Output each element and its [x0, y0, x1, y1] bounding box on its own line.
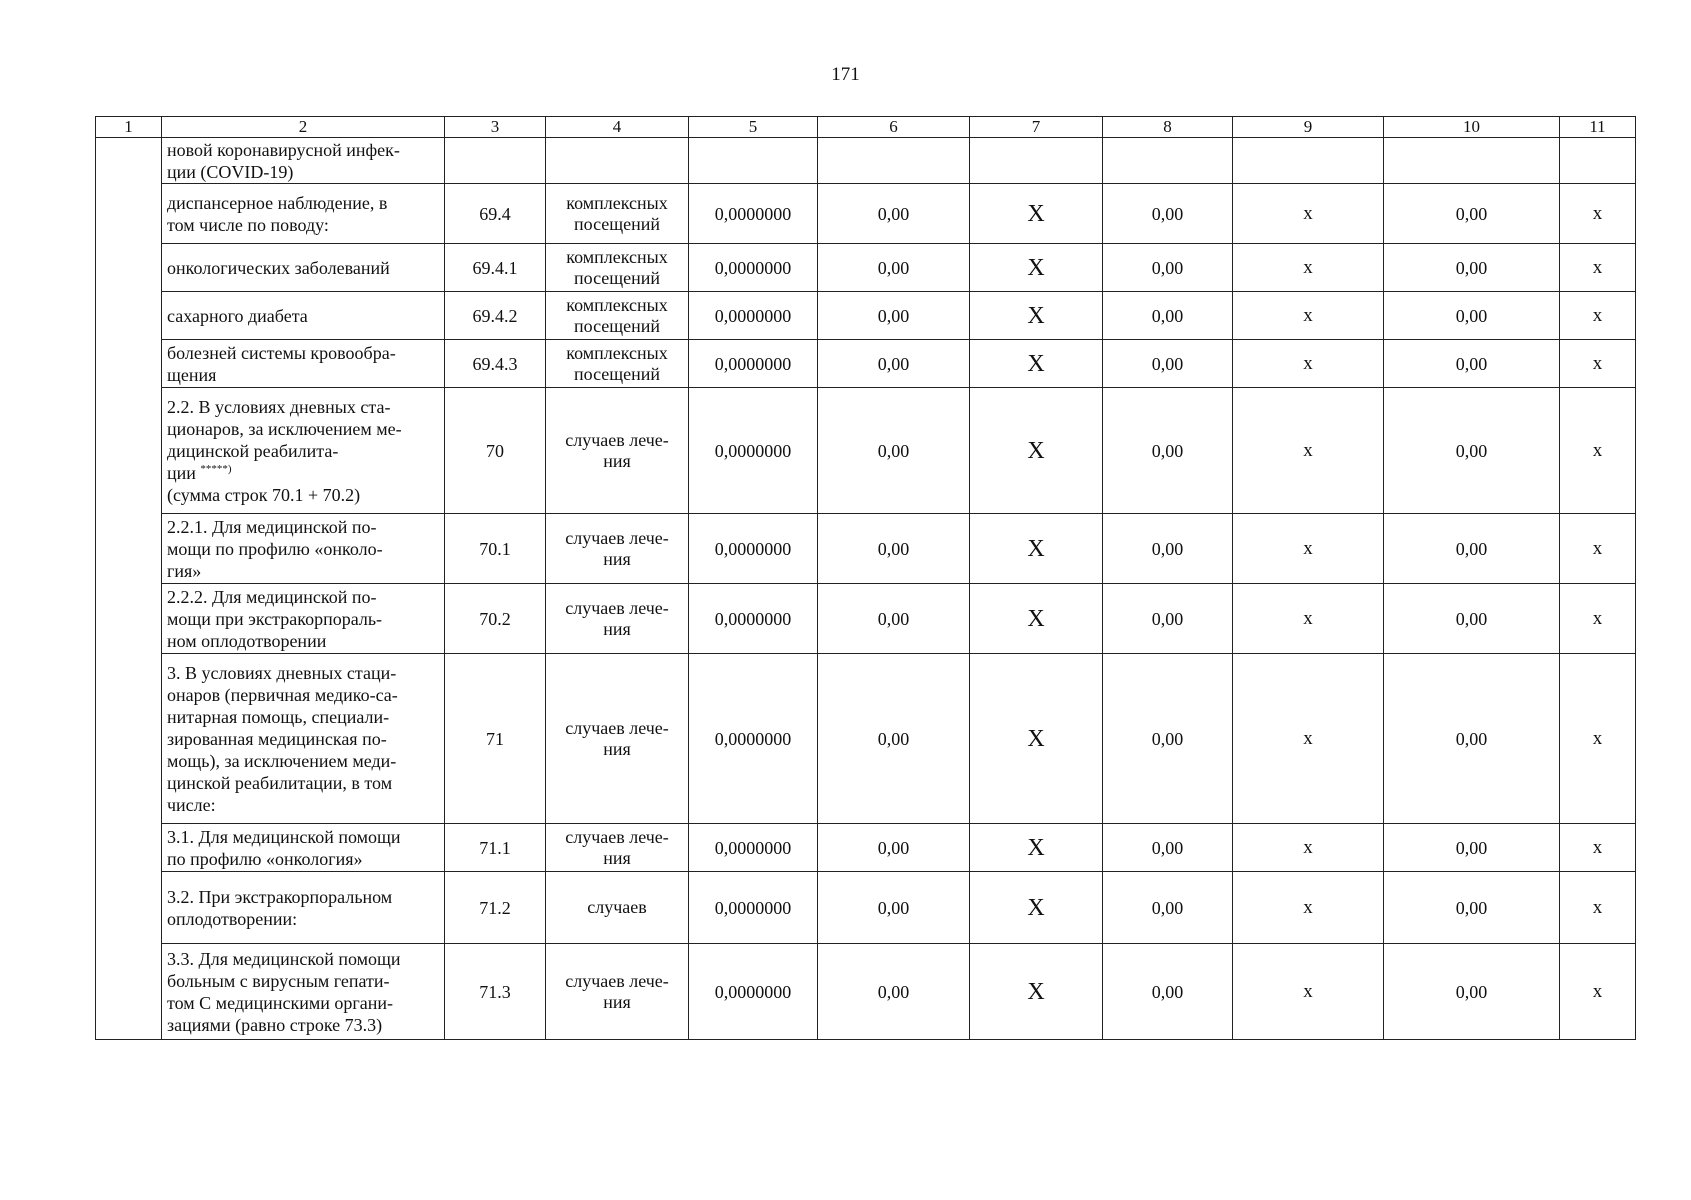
- value-cell: 0,00: [1103, 584, 1233, 654]
- unit-line: ния: [603, 991, 631, 1012]
- x-mark-cell: x: [1560, 292, 1636, 340]
- column-header: 6: [818, 117, 970, 138]
- value-cell: 0,00: [1384, 340, 1560, 388]
- x-mark-cell: x: [1233, 872, 1384, 944]
- unit-line: случаев лече-: [565, 826, 669, 847]
- unit-line: посещений: [573, 213, 661, 234]
- indicator-name-line: 2.2.2. Для медицинской по-: [167, 586, 377, 607]
- column-header-row: [96, 117, 1636, 138]
- unit-line: комплексных: [566, 342, 668, 363]
- x-mark-cell: x: [1560, 872, 1636, 944]
- value-cell: 0,0000000: [689, 388, 818, 514]
- indicator-name-line: мощи при экстракорпораль-: [167, 608, 383, 629]
- indicator-name-cell: [162, 292, 445, 340]
- value-cell: 0,00: [1384, 292, 1560, 340]
- table-row: [96, 872, 1636, 944]
- indicator-name-cell: [162, 824, 445, 872]
- indicator-name-line: 3.1. Для медицинской помощи: [167, 826, 401, 847]
- x-mark-cell: x: [1233, 184, 1384, 244]
- value-cell: 0,00: [1384, 244, 1560, 292]
- table-row: [96, 340, 1636, 388]
- row-code-cell: 69.4.3: [445, 340, 546, 388]
- indicator-name-line: мощи по профилю «онколо-: [167, 538, 383, 559]
- unit-line: случаев лече-: [565, 970, 669, 991]
- indicator-name-line: болезней системы кровообра-: [167, 342, 396, 363]
- unit-line: комплексных: [566, 192, 668, 213]
- value-cell: 0,00: [1103, 292, 1233, 340]
- value-cell: 0,00: [818, 340, 970, 388]
- table-row: [96, 584, 1636, 654]
- indicator-name-cell: [162, 184, 445, 244]
- value-cell: 0,0000000: [689, 514, 818, 584]
- row-code-cell: 70.2: [445, 584, 546, 654]
- value-cell: [1384, 138, 1560, 184]
- column-header: 7: [970, 117, 1103, 138]
- table-row: [96, 244, 1636, 292]
- indicator-name-cell: [162, 584, 445, 654]
- unit-line: посещений: [573, 267, 661, 288]
- indicator-name-cell: [162, 388, 445, 514]
- column-header: 4: [546, 117, 689, 138]
- x-mark-cell: X: [970, 514, 1103, 584]
- unit-line: комплексных: [566, 246, 668, 267]
- x-mark-cell: X: [970, 654, 1103, 824]
- value-cell: 0,00: [1384, 654, 1560, 824]
- x-mark-cell: [1233, 138, 1384, 184]
- indicator-name-line: онаров (первичная медико-са-: [167, 684, 398, 705]
- indicator-name-line: по профилю «онкология»: [167, 848, 363, 869]
- column-header: 5: [689, 117, 818, 138]
- x-mark-cell: x: [1560, 944, 1636, 1040]
- value-cell: 0,00: [1103, 944, 1233, 1040]
- unit-cell: [546, 584, 689, 654]
- indicator-name-line: том С медицинскими органи-: [167, 992, 394, 1013]
- unit-line: посещений: [573, 315, 661, 336]
- column-header: 11: [1560, 117, 1636, 138]
- indicator-name-line: онкологических заболеваний: [167, 257, 390, 278]
- indicator-name-cell: [162, 872, 445, 944]
- value-cell: 0,00: [818, 584, 970, 654]
- indicator-name-line: гия»: [167, 560, 202, 581]
- table-row: [96, 184, 1636, 244]
- value-cell: 0,0000000: [689, 944, 818, 1040]
- column-header: 3: [445, 117, 546, 138]
- row-code-cell: 71.3: [445, 944, 546, 1040]
- x-mark-cell: x: [1560, 184, 1636, 244]
- unit-line: случаев лече-: [565, 429, 669, 450]
- x-mark-cell: x: [1233, 292, 1384, 340]
- value-cell: 0,0000000: [689, 244, 818, 292]
- value-cell: 0,00: [1103, 340, 1233, 388]
- x-mark-cell: x: [1233, 654, 1384, 824]
- row-code-cell: 71.1: [445, 824, 546, 872]
- unit-cell: [546, 654, 689, 824]
- unit-line: посещений: [573, 363, 661, 384]
- column-header: 1: [96, 117, 162, 138]
- row-code-cell: 69.4.2: [445, 292, 546, 340]
- value-cell: 0,0000000: [689, 184, 818, 244]
- x-mark-cell: X: [970, 824, 1103, 872]
- indicator-name-line: ционаров, за исключением ме-: [167, 418, 402, 439]
- indicator-name-tail: (сумма строк 70.1 + 70.2): [167, 484, 361, 505]
- value-cell: [1103, 138, 1233, 184]
- x-mark-cell: x: [1233, 244, 1384, 292]
- value-cell: 0,0000000: [689, 824, 818, 872]
- unit-cell: [546, 824, 689, 872]
- value-cell: 0,00: [1103, 654, 1233, 824]
- x-mark-cell: x: [1560, 244, 1636, 292]
- page-number: 171: [831, 64, 860, 85]
- row-group-cell: [96, 138, 162, 1040]
- x-mark-cell: x: [1233, 824, 1384, 872]
- indicator-name-line: 3.3. Для медицинской помощи: [167, 948, 401, 969]
- unit-cell: [546, 138, 689, 184]
- indicator-name-line: сахарного диабета: [167, 305, 308, 326]
- value-cell: 0,00: [1384, 184, 1560, 244]
- unit-line: ния: [603, 450, 631, 471]
- indicator-name-line: нитарная помощь, специали-: [167, 706, 390, 727]
- x-mark-cell: x: [1233, 388, 1384, 514]
- unit-cell: [546, 340, 689, 388]
- table-row: [96, 514, 1636, 584]
- x-mark-cell: x: [1560, 824, 1636, 872]
- value-cell: [689, 138, 818, 184]
- indicator-name-cell: [162, 244, 445, 292]
- unit-cell: [546, 184, 689, 244]
- value-cell: 0,0000000: [689, 654, 818, 824]
- indicator-name-cell: [162, 944, 445, 1040]
- unit-line: случаев лече-: [565, 597, 669, 618]
- unit-cell: [546, 292, 689, 340]
- indicator-name-line: 3.2. При экстракорпоральном: [167, 886, 393, 907]
- column-header: 8: [1103, 117, 1233, 138]
- indicator-name-line: ции: [167, 462, 196, 483]
- x-mark-cell: X: [970, 388, 1103, 514]
- row-code-cell: 69.4.1: [445, 244, 546, 292]
- indicator-name-line: щения: [167, 364, 217, 385]
- indicator-name-line: 2.2. В условиях дневных ста-: [167, 396, 391, 417]
- value-cell: 0,00: [1384, 514, 1560, 584]
- value-cell: 0,00: [1103, 514, 1233, 584]
- row-code-cell: 71.2: [445, 872, 546, 944]
- value-cell: 0,00: [818, 824, 970, 872]
- unit-line: ния: [603, 847, 631, 868]
- indicator-name-cell: [162, 514, 445, 584]
- unit-line: комплексных: [566, 294, 668, 315]
- x-mark-cell: x: [1560, 514, 1636, 584]
- indicator-name-line: ном оплодотворении: [167, 630, 327, 651]
- indicator-name-line: зациями (равно строке 73.3): [167, 1014, 383, 1035]
- value-cell: 0,00: [818, 872, 970, 944]
- x-mark-cell: X: [970, 584, 1103, 654]
- row-code-cell: 70.1: [445, 514, 546, 584]
- indicator-name-line: том числе по поводу:: [167, 214, 329, 235]
- x-mark-cell: X: [970, 944, 1103, 1040]
- footnote-mark: *****): [200, 462, 232, 475]
- value-cell: 0,00: [1384, 944, 1560, 1040]
- value-cell: 0,00: [1384, 388, 1560, 514]
- x-mark-cell: X: [970, 292, 1103, 340]
- x-mark-cell: x: [1560, 340, 1636, 388]
- table-row: [96, 944, 1636, 1040]
- unit-cell: [546, 514, 689, 584]
- table-row: [96, 824, 1636, 872]
- indicator-name-cell: [162, 138, 445, 184]
- unit-line: случаев: [587, 897, 647, 917]
- unit-cell: [546, 388, 689, 514]
- x-mark-cell: [970, 138, 1103, 184]
- indicator-name-line: 2.2.1. Для медицинской по-: [167, 516, 377, 537]
- indicator-name-line: ции (COVID-19): [167, 161, 294, 182]
- value-cell: 0,00: [818, 184, 970, 244]
- unit-cell: [546, 244, 689, 292]
- indicator-name-line: диспансерное наблюдение, в: [167, 192, 388, 213]
- data-table: [95, 116, 1636, 1040]
- table-row: [96, 292, 1636, 340]
- indicator-name-line: дицинской реабилита-: [167, 440, 339, 461]
- unit-cell: [546, 872, 689, 944]
- x-mark-cell: x: [1233, 584, 1384, 654]
- value-cell: 0,00: [1384, 824, 1560, 872]
- value-cell: 0,00: [818, 944, 970, 1040]
- indicator-name-cell: [162, 654, 445, 824]
- x-mark-cell: X: [970, 244, 1103, 292]
- value-cell: 0,00: [1103, 824, 1233, 872]
- value-cell: 0,00: [818, 514, 970, 584]
- table-row: [96, 138, 1636, 184]
- x-mark-cell: x: [1233, 514, 1384, 584]
- unit-cell: [546, 944, 689, 1040]
- indicator-name-line: числе:: [167, 794, 216, 815]
- value-cell: 0,00: [1103, 388, 1233, 514]
- x-mark-cell: x: [1233, 340, 1384, 388]
- column-header: 10: [1384, 117, 1560, 138]
- indicator-name-line: оплодотворении:: [167, 908, 298, 929]
- unit-line: случаев лече-: [565, 717, 669, 738]
- column-header: 2: [162, 117, 445, 138]
- value-cell: 0,00: [818, 292, 970, 340]
- value-cell: 0,0000000: [689, 340, 818, 388]
- x-mark-cell: X: [970, 184, 1103, 244]
- indicator-name-cell: [162, 340, 445, 388]
- value-cell: 0,00: [1103, 244, 1233, 292]
- row-code-cell: [445, 138, 546, 184]
- indicator-name-line: новой коронавирусной инфек-: [167, 139, 400, 160]
- unit-line: случаев лече-: [565, 527, 669, 548]
- x-mark-cell: X: [970, 340, 1103, 388]
- value-cell: 0,00: [1384, 584, 1560, 654]
- value-cell: 0,00: [818, 244, 970, 292]
- value-cell: 0,00: [1384, 872, 1560, 944]
- unit-line: ния: [603, 618, 631, 639]
- value-cell: [818, 138, 970, 184]
- x-mark-cell: x: [1560, 388, 1636, 514]
- value-cell: 0,0000000: [689, 872, 818, 944]
- row-code-cell: 71: [445, 654, 546, 824]
- table-row: [96, 388, 1636, 514]
- value-cell: 0,0000000: [689, 584, 818, 654]
- table-row: [96, 654, 1636, 824]
- value-cell: 0,00: [1103, 872, 1233, 944]
- row-code-cell: 69.4: [445, 184, 546, 244]
- value-cell: 0,00: [1103, 184, 1233, 244]
- unit-line: ния: [603, 738, 631, 759]
- x-mark-cell: x: [1560, 584, 1636, 654]
- indicator-name-line: мощь), за исключением меди-: [167, 750, 397, 771]
- x-mark-cell: x: [1560, 654, 1636, 824]
- indicator-name-line: 3. В условиях дневных стаци-: [167, 662, 397, 683]
- indicator-name-line: больным с вирусным гепати-: [167, 970, 390, 991]
- x-mark-cell: x: [1233, 944, 1384, 1040]
- column-header: 9: [1233, 117, 1384, 138]
- indicator-name-line: зированная медицинская по-: [167, 728, 387, 749]
- row-code-cell: 70: [445, 388, 546, 514]
- x-mark-cell: [1560, 138, 1636, 184]
- value-cell: 0,00: [818, 654, 970, 824]
- indicator-name-line: цинской реабилитации, в том: [167, 772, 393, 793]
- unit-line: ния: [603, 548, 631, 569]
- value-cell: 0,0000000: [689, 292, 818, 340]
- value-cell: 0,00: [818, 388, 970, 514]
- x-mark-cell: X: [970, 872, 1103, 944]
